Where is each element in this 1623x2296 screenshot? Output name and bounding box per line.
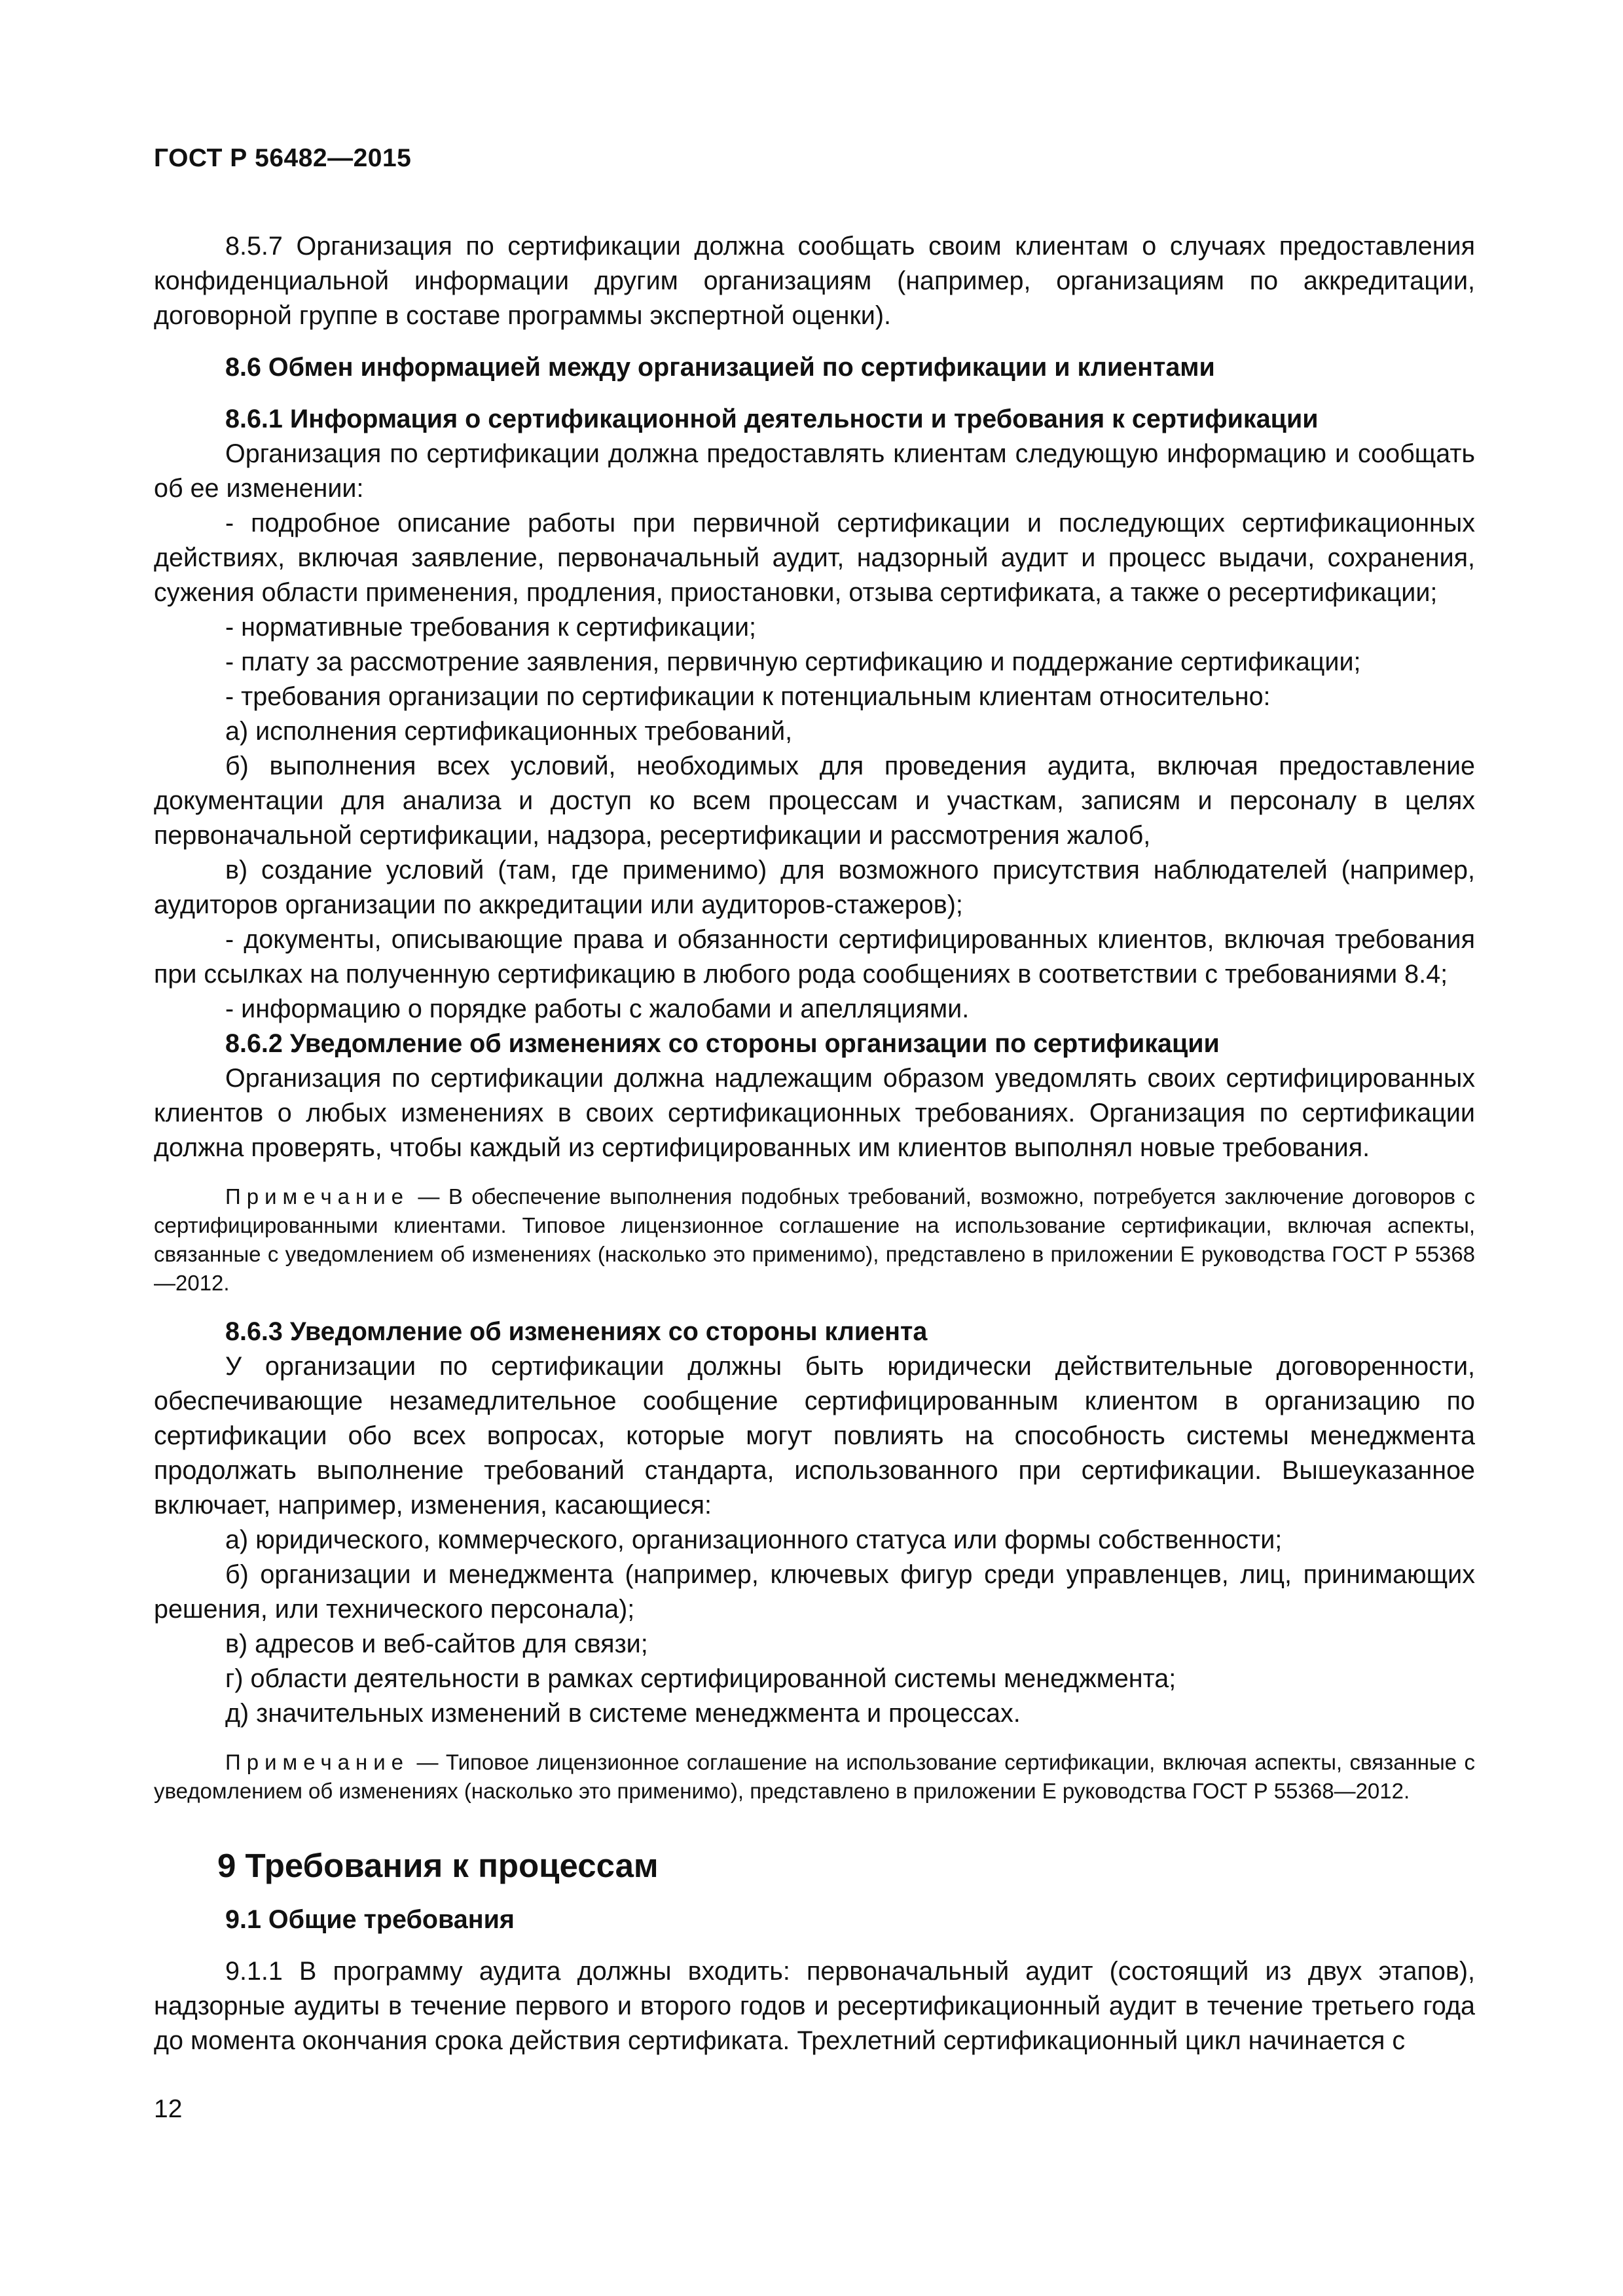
document-header: ГОСТ Р 56482—2015: [154, 144, 412, 172]
note-2: [154, 1748, 1475, 1806]
list-item: - информацию о порядке работы с жалобами и апелляциями.: [225, 994, 970, 1023]
heading-9-1: 9.1 Общие требования: [225, 1905, 515, 1934]
list-item: - требования организации по сертификации к потенциальным клиентам относительно:: [225, 682, 1271, 711]
list-item: в) адресов и веб-сайтов для связи;: [225, 1630, 648, 1658]
heading-9: 9 Требования к процессам: [217, 1847, 659, 1884]
list-item: - плату за рассмотрение заявления, первичную сертификацию и поддержание сертификации;: [225, 647, 1361, 676]
heading-8-6: 8.6 Обмен информацией между организацией по сертификации и клиентами: [225, 353, 1215, 382]
list-item: - нормативные требования к сертификации;: [225, 613, 756, 642]
list-item: д) значительных изменений в системе менеджмента и процессах.: [225, 1699, 1021, 1728]
list-item: в) создание условий (там, где применимо) для возможного присутствия наблюдателей (например, аудиторов организации по аккредитации или аудиторов-стажеров);: [154, 856, 1475, 919]
note-label: Примечание: [225, 1184, 410, 1209]
document-body: [154, 229, 1475, 2058]
list-item: - документы, описывающие права и обязанности сертифицированных клиентов, включая требования при ссылках на полученную сертификацию в любого рода сообщениях в соответствии с требованиями 8.4;: [154, 925, 1475, 989]
paragraph-8-6-3: У организации по сертификации должны быть юридически действительные договоренности, обеспечивающие незамедлительное сообщение сертифицированным клиентом в организацию по сертификации обо всех вопросах, которые могут повлиять на способность системы менеджмента продолжать выполнение требований стандарта, использованного при сертификации. Вышеуказанное включает, например, изменения, касающиеся:: [154, 1352, 1475, 1520]
list-item: г) области деятельности в рамках сертифицированной системы менеджмента;: [225, 1664, 1176, 1693]
heading-8-6-1: 8.6.1 Информация о сертификационной деятельности и требования к сертификации: [225, 405, 1319, 433]
heading-8-6-3: 8.6.3 Уведомление об изменениях со стороны клиента: [225, 1317, 928, 1346]
heading-8-6-2: 8.6.2 Уведомление об изменениях со стороны организации по сертификации: [225, 1029, 1220, 1058]
note-1: [154, 1182, 1475, 1298]
list-item: - подробное описание работы при первичной сертификации и последующих сертификационных действиях, включая заявление, первоначальный аудит, надзорный аудит и процесс выдачи, сохранения, сужения области применения, продления, приостановки, отзыва сертификата, а также о ресертификации;: [154, 509, 1475, 607]
paragraph-8-6-1-intro: Организация по сертификации должна предоставлять клиентам следующую информацию и сообщать об ее изменении:: [154, 439, 1475, 503]
note-1-text: — В обеспечение выполнения подобных требований, возможно, потребуется заключение договоров с сертифицированными клиентами. Типовое лицензионное соглашение на использование сертификации, включая аспекты, связанные с уведомлением об изменениях (насколько это применимо), представлено в приложении Е руководства ГОСТ Р 55368—2012.: [154, 1184, 1475, 1295]
paragraph-9-1-1: 9.1.1 В программу аудита должны входить: первоначальный аудит (состоящий из двух этапов), надзорные аудиты в течение первого и второго годов и ресертификационный аудит в течение третьего года до момента окончания срока действия сертификата. Трехлетний сертификационный цикл начинается с: [154, 1957, 1475, 2055]
note-2-text: — Типовое лицензионное соглашение на использование сертификации, включая аспекты, связанные с уведомлением об изменениях (насколько это применимо), представлено в приложении Е руководства ГОСТ Р 55368—2012.: [154, 1750, 1475, 1803]
page-number: 12: [154, 2095, 183, 2123]
list-item: а) исполнения сертификационных требований,: [225, 717, 793, 746]
list-item: б) выполнения всех условий, необходимых для проведения аудита, включая предоставление документации для анализа и доступ ко всем процессам и участкам, записям и персоналу в целях первоначальной сертификации, надзора, ресертификации и рассмотрения жалоб,: [154, 752, 1475, 850]
paragraph-8-6-2: Организация по сертификации должна надлежащим образом уведомлять своих сертифицированных клиентов о любых изменениях в своих сертификационных требованиях. Организация по сертификации должна проверять, чтобы каждый из сертифицированных им клиентов выполнял новые требования.: [154, 1064, 1475, 1162]
document-page: [154, 0, 1475, 2296]
list-item: а) юридического, коммерческого, организационного статуса или формы собственности;: [225, 1525, 1283, 1554]
note-label: Примечание: [225, 1750, 410, 1774]
list-item: б) организации и менеджмента (например, ключевых фигур среди управленцев, лиц, принимающих решения, или технического персонала);: [154, 1560, 1475, 1624]
paragraph-8-5-7: 8.5.7 Организация по сертификации должна сообщать своим клиентам о случаях предоставления конфиденциальной информации другим организациям (например, организациям по аккредитации, договорной группе в составе программы экспертной оценки).: [154, 232, 1475, 330]
